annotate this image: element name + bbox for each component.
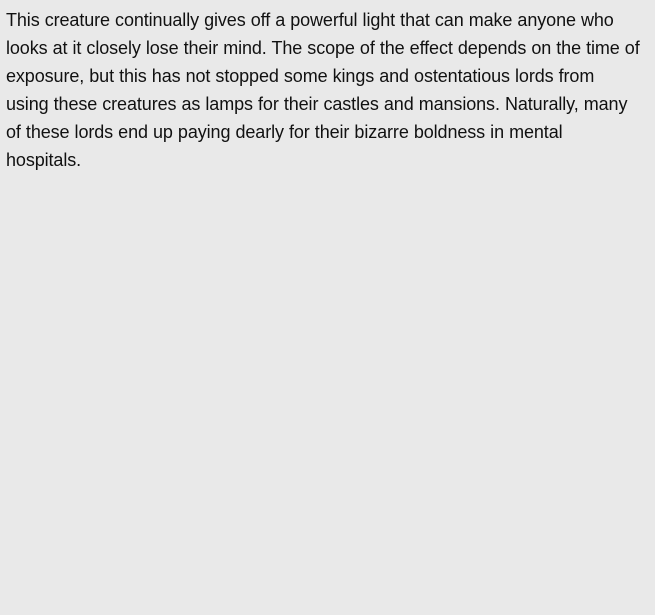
creature-description: This creature continually gives off a powerful light that can make anyone who looks at it closely lose their mind. The scope of the effect depends on the time of exposure, but this has not stopped some kings and ostentatious lords from using these creatures as lamps for their castles and mansions. Naturally, many of these lords end up paying dearly for their bizarre boldness in mental hospitals.	[6, 10, 640, 170]
